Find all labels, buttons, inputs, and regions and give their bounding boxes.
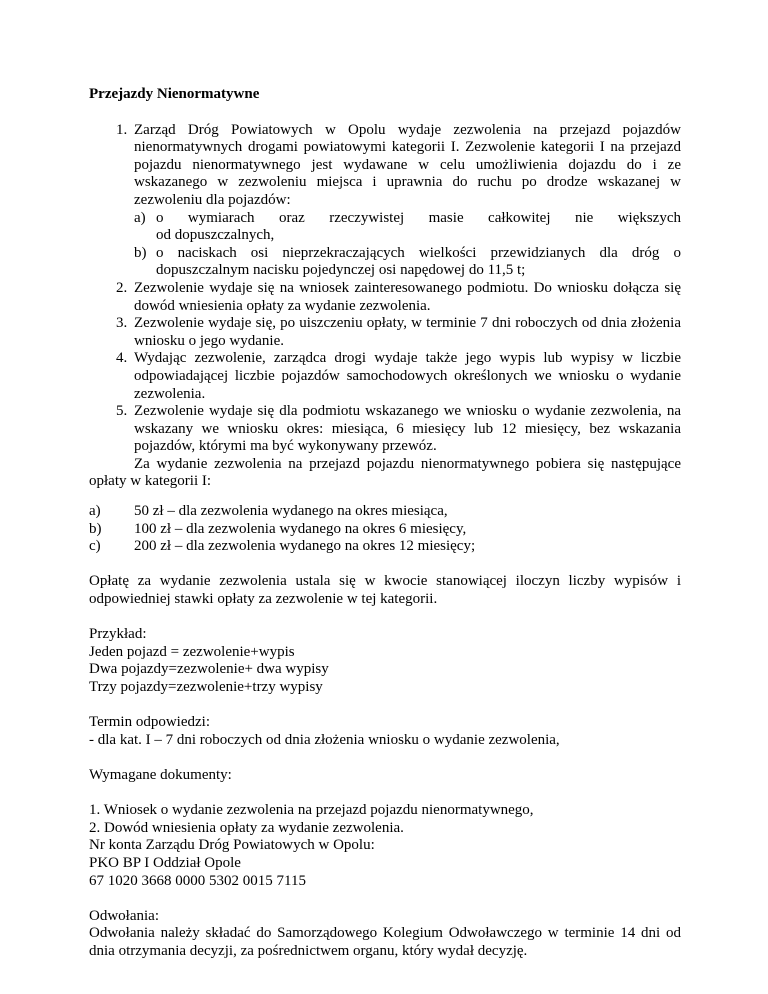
bank-account-label: Nr konta Zarządu Dróg Powiatowych w Opolu: <box>89 837 375 854</box>
list-item-text: Zarząd Dróg Powiatowych w Opolu wydaje zezwolenia na przejazd pojazdów nienormatywnych drogami powiatowymi kategorii I. Zezwolenie kategorii I na przejazd pojazdu nienormatywnego jest wydawane w celu umożliwienia dojazdu do i ze wskazanego w zezwoleniu miejsca i uprawnia do ruchu po drodze wskazanej w zezwoleniu dla pojazdów: <box>134 121 681 208</box>
appeals-text: Odwołania należy składać do Samorządowego Kolegium Odwoławczego w terminie 14 dni od dnia otrzymania decyzji, za pośrednictwem organu, który wydał decyzję. <box>89 925 681 959</box>
fee-item <box>89 538 681 556</box>
list-item-text: Zezwolenie wydaje się na wniosek zainteresowanego podmiotu. Do wniosku dołącza się dowód wniesienia opłaty za wydanie zezwolenia. <box>134 279 681 314</box>
fee-letter: c) <box>89 538 101 555</box>
fee-letter: a) <box>89 503 101 520</box>
document-title: Przejazdy Nienormatywne <box>89 86 260 102</box>
fee-text: 50 zł – dla zezwolenia wydanego na okres miesiąca, <box>134 503 448 520</box>
list-item-number: 4. <box>116 350 128 367</box>
list-item-text: Wydając zezwolenie, zarządca drogi wydaje także jego wypis lub wypisy w liczbie odpowiadającej liczbie pojazdów samochodowych określonych we wniosku o wydanie zezwolenia. <box>134 350 681 402</box>
numbered-list <box>89 122 681 456</box>
sub-list-letter: a) <box>134 209 146 226</box>
fee-item <box>89 521 681 539</box>
document-body <box>89 86 681 961</box>
list-item <box>89 315 681 350</box>
list-item <box>89 122 681 280</box>
bank-name: PKO BP I Oddział Opole <box>89 854 241 871</box>
sub-list-letter: b) <box>134 244 147 261</box>
example-line: Dwa pojazdy=zezwolenie+ dwa wypisy <box>89 661 329 678</box>
example-heading: Przykład: <box>89 626 147 643</box>
documents-line: 1. Wniosek o wydanie zezwolenia na przejazd pojazdu nienormatywnego, <box>89 802 534 819</box>
bank-account-number: 67 1020 3668 0000 5302 0015 7115 <box>89 872 306 889</box>
list-item <box>89 350 681 403</box>
fees-intro: Za wydanie zezwolenia na przejazd pojazdu nienormatywnego pobiera się następujące opłaty w kategorii I: <box>89 455 681 490</box>
fees-list <box>89 503 681 556</box>
example-line: Trzy pojazdy=zezwolenie+trzy wypisy <box>89 679 323 695</box>
documents-line: 2. Dowód wniesienia opłaty za wydanie zezwolenia. <box>89 819 404 836</box>
fee-item <box>89 503 681 521</box>
sub-list-justified-line: o wymiarach oraz rzeczywistej masie całkowitej nie większych <box>156 209 681 226</box>
sub-list <box>134 210 681 280</box>
fee-letter: b) <box>89 520 102 537</box>
list-item-text: Zezwolenie wydaje się dla podmiotu wskazanego we wniosku o wydanie zezwolenia, na wskazany we wniosku okres: miesiąca, 6 miesięcy lub 12 miesięcy, bez wskazania pojazdów, którymi ma być wykonywany przewóz. <box>134 403 681 455</box>
list-item <box>89 280 681 315</box>
fee-text: 100 zł – dla zezwolenia wydanego na okres 6 miesięcy, <box>134 520 467 537</box>
list-item-number: 5. <box>116 403 128 420</box>
fee-text: 200 zł – dla zezwolenia wydanego na okres 12 miesięcy; <box>134 538 476 555</box>
fee-rule-paragraph: Opłatę za wydanie zezwolenia ustala się w kwocie stanowiącej iloczyn liczby wypisów i odpowiedniej stawki opłaty za zezwolenie w tej kategorii. <box>89 573 681 608</box>
list-item-number: 1. <box>116 121 128 138</box>
documents-heading: Wymagane dokumenty: <box>89 766 232 783</box>
example-line: Jeden pojazd = zezwolenie+wypis <box>89 643 295 660</box>
list-item <box>89 403 681 456</box>
list-item-number: 2. <box>116 279 128 296</box>
list-item-number: 3. <box>116 315 128 332</box>
sub-list-item <box>134 245 681 280</box>
deadline-heading: Termin odpowiedzi: <box>89 714 211 731</box>
deadline-text: - dla kat. I – 7 dni roboczych od dnia złożenia wniosku o wydanie zezwolenia, <box>89 731 560 748</box>
sub-list-text: o naciskach osi nieprzekraczających wielkości przewidzianych dla dróg o dopuszczalnym nacisku pojedynczej osi napędowej do 11,5 t; <box>156 244 681 279</box>
appeals-heading: Odwołania: <box>89 907 159 924</box>
sub-list-item <box>134 210 681 245</box>
sub-list-continuation: od dopuszczalnych, <box>156 227 275 244</box>
list-item-text: Zezwolenie wydaje się, po uiszczeniu opłaty, w terminie 7 dni roboczych od dnia złożenia wniosku o jego wydanie. <box>134 315 681 349</box>
